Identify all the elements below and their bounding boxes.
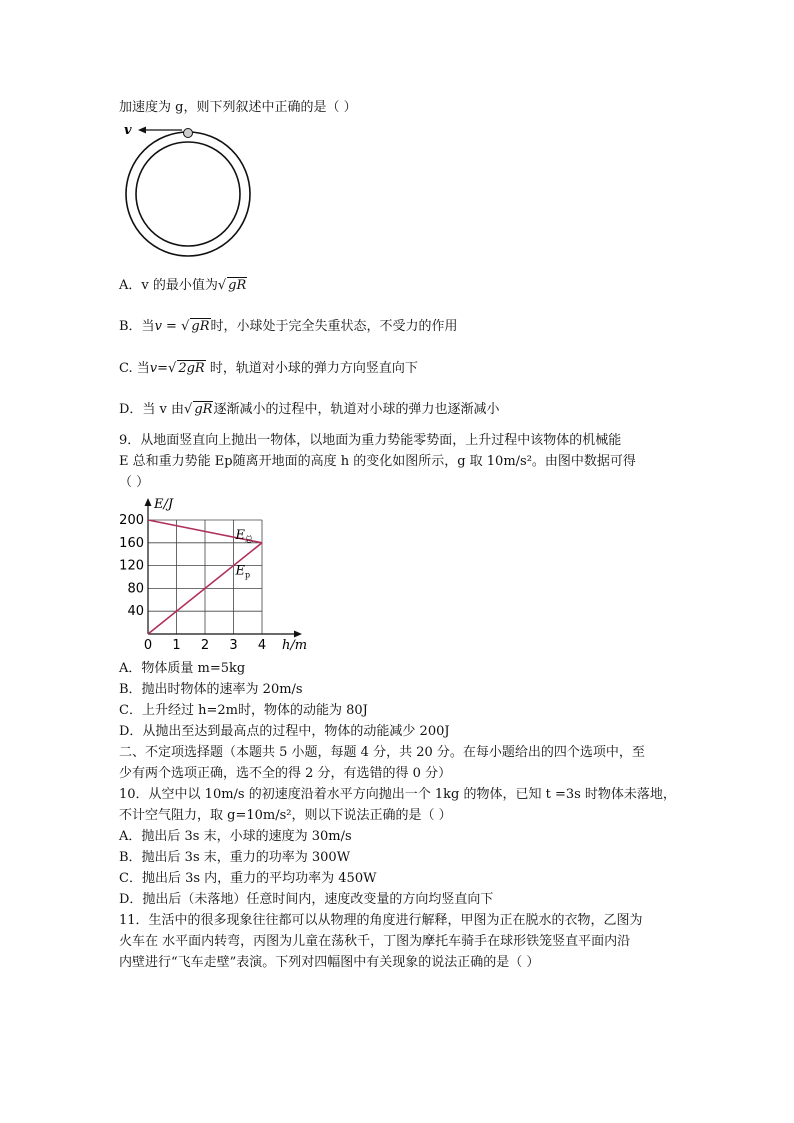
q11-line-3: 内壁进行“飞车走壁”表演。下列对四幅图中有关现象的说法正确的是（ ） xyxy=(119,955,540,970)
v-symbol: v xyxy=(149,361,158,376)
q8-c-pre: C. 当 xyxy=(119,361,150,376)
sqrt-2gR: 2gR xyxy=(178,361,205,376)
y-tick-label: 160 xyxy=(119,535,144,551)
q10-option-c: C．抛出后 3s 内，重力的平均功率为 450W xyxy=(119,871,377,886)
track-figure xyxy=(118,120,258,260)
q8-d-post: 逐渐减小的过程中，轨道对小球的弹力也逐渐减小 xyxy=(213,402,500,417)
q9-option-b: B．抛出时物体的速率为 20m/s xyxy=(119,682,303,697)
q9-line-1: 9．从地面竖直向上抛出一物体，以地面为重力势能零势面，上升过程中该物体的机械能 xyxy=(119,433,622,448)
root-symbol: √ xyxy=(184,402,193,417)
equals: = xyxy=(161,319,182,334)
x-tick-label: 2 xyxy=(200,638,210,653)
q8-stem-tail: 加速度为 g，则下列叙述中正确的是（ ） xyxy=(119,100,357,115)
sqrt-gR: gR xyxy=(191,319,210,334)
y-tick-label: 200 xyxy=(119,513,144,528)
q11-line-1: 11．生活中的很多现象往往都可以从物理的角度进行解释，甲图为正在脱水的衣物，乙图为 xyxy=(119,913,643,928)
series-label-ep: $E_p$ xyxy=(235,563,251,580)
q8-option-d xyxy=(119,401,499,418)
q8-d-pre: D．当 v 由 xyxy=(119,402,185,417)
x-axis-label: h/m xyxy=(282,638,308,653)
series-label-e-total: $E_总$ xyxy=(235,528,253,545)
q8-a-text: A．v 的最小值为 xyxy=(119,278,218,293)
x-tick-label: 3 xyxy=(229,638,238,653)
sqrt-gR: gR xyxy=(194,402,213,417)
q10-line-2: 不计空气阻力，取 g=10m/s²，则以下说法正确的是（ ） xyxy=(119,808,452,823)
q8-option-b xyxy=(119,318,458,335)
q9-line-3: （ ） xyxy=(119,475,150,490)
outer-track-circle xyxy=(126,132,250,256)
y-axis-label: E/J xyxy=(154,497,174,512)
root-symbol: √ xyxy=(181,319,190,334)
q10-line-1: 10．从空中以 10m/s 的初速度沿着水平方向抛出一个 1kg 的物体，已知 t =3s 时物体未落地， xyxy=(119,787,676,802)
sqrt-gR: gR xyxy=(228,278,247,293)
q9-line-2: E 总和重力势能 Ep随离开地面的高度 h 的变化如图所示，g 取 10m/s²。由图中数据可得 xyxy=(119,454,636,469)
x-axis-arrow xyxy=(294,631,302,638)
x-tick-label: 0 xyxy=(143,638,153,653)
q8-option-a xyxy=(119,277,247,294)
q10-option-b: B．抛出后 3s 末，重力的功率为 300W xyxy=(119,850,351,865)
velocity-arrow-head xyxy=(138,127,146,134)
section2-line-1: 二、不定项选择题（本题共 5 小题，每题 4 分，共 20 分。在每小题给出的四个选项中，至 xyxy=(119,745,645,760)
root-symbol: √ xyxy=(217,278,227,293)
ball xyxy=(184,129,193,138)
y-tick-label: 80 xyxy=(127,581,144,597)
y-tick-label: 40 xyxy=(127,604,144,620)
v-symbol: v xyxy=(154,319,162,334)
q8-b-pre: B．当 xyxy=(119,319,155,334)
q9-option-a: A．物体质量 m=5kg xyxy=(119,661,246,676)
equals: = xyxy=(157,361,169,376)
q10-option-a: A．抛出后 3s 末，小球的速度为 30m/s xyxy=(119,829,352,844)
q9-option-d: D．从抛出至达到最高点的过程中，物体的动能减少 200J xyxy=(119,724,450,739)
root-symbol: √ xyxy=(168,361,177,376)
energy-height-chart xyxy=(112,492,312,657)
q8-b-post: 时，小球处于完全失重状态，不受力的作用 xyxy=(210,319,458,334)
y-tick-label: 120 xyxy=(119,558,144,574)
x-tick-label: 1 xyxy=(172,638,181,653)
q10-option-d: D．抛出后（未落地）任意时间内，速度改变量的方向均竖直向下 xyxy=(119,892,494,907)
q8-option-c xyxy=(119,360,418,377)
section2-line-2: 少有两个选项正确，选不全的得 2 分，有选错的得 0 分） xyxy=(119,766,452,781)
velocity-label: v xyxy=(124,123,132,138)
x-tick-label: 4 xyxy=(257,638,267,653)
q11-line-2: 火车在 水平面内转弯，丙图为儿童在荡秋千，丁图为摩托车骑手在球形铁笼竖直平面内沿 xyxy=(119,934,631,949)
y-axis-arrow xyxy=(145,498,152,506)
q8-c-post: 时，轨道对小球的弹力方向竖直向下 xyxy=(205,361,418,376)
q9-option-c: C．上升经过 h=2m时，物体的动能为 80J xyxy=(119,703,368,718)
inner-track-circle xyxy=(136,142,240,246)
